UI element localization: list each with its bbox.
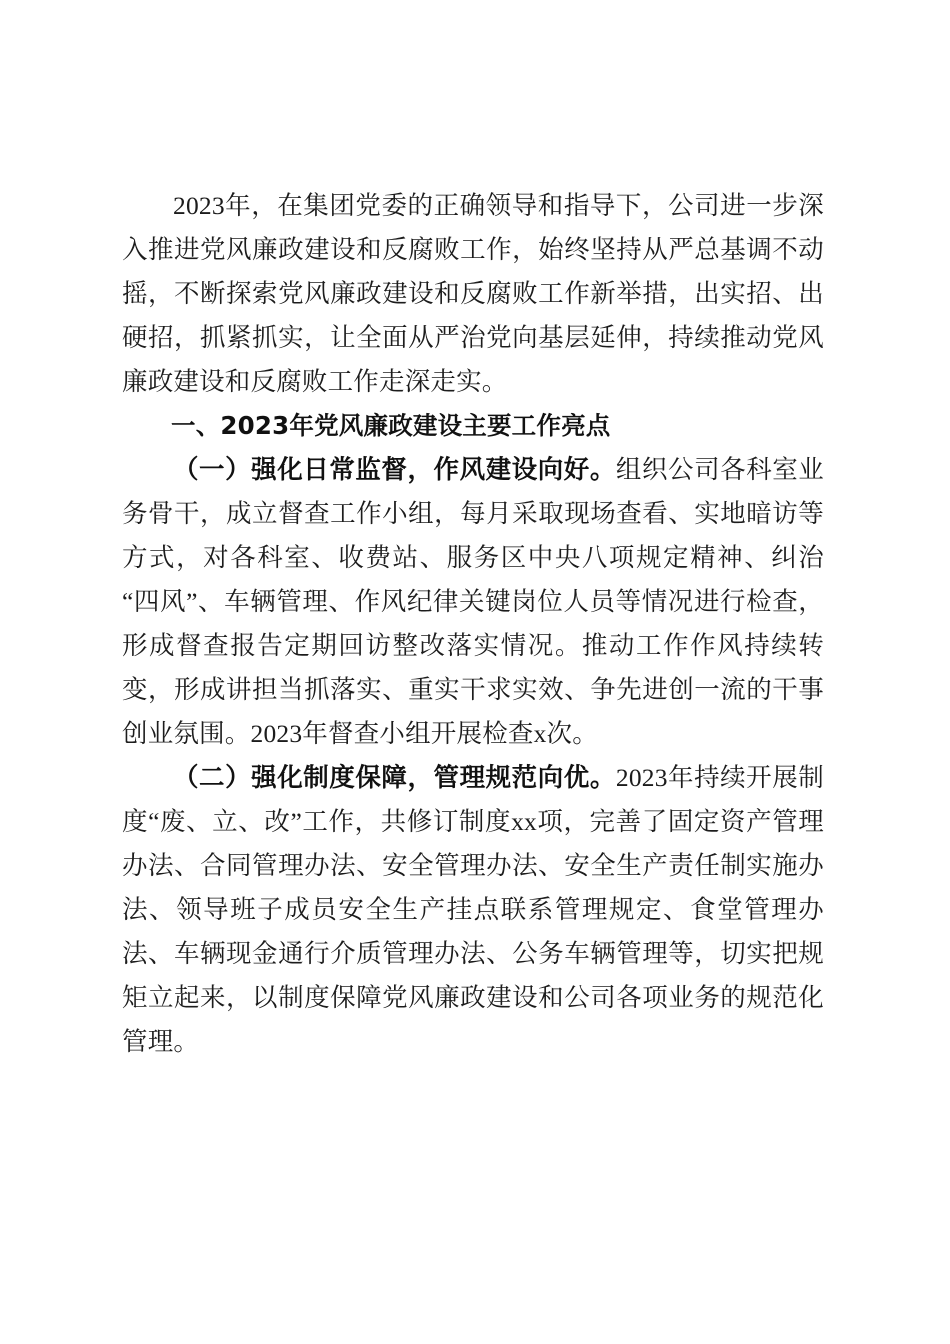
page-title [122,0,824,128]
intro-paragraph: 2023年，在集团党委的正确领导和指导下，公司进一步深入推进党风廉政建设和反腐败工作，始终坚持从严总基调不动摇，不断探索党风廉政建设和反腐败工作新举措，出实招、出硬招，抓紧抓实，让全面从严治党向基层延伸，持续推动党风廉政建设和反腐败工作走深走实。 [122,191,824,396]
section-heading-1: 一、2023年党风廉政建设主要工作亮点 [171,411,611,440]
subsection-paragraph-1 [122,448,824,756]
subsection-paragraph-2 [122,756,824,1064]
title-spacer [122,128,824,184]
subsection-2-body: 2023年持续开展制度“废、立、改”工作，共修订制度xx项，完善了固定资产管理办法、合同管理办法、安全管理办法、安全生产责任制实施办法、领导班子成员安全生产挂点联系管理规定、食堂管理办法、车辆现金通行介质管理办法、公务车辆管理等，切实把规矩立起来，以制度保障党风廉政建设和公司各项业务的规范化管理。 [122,763,824,1056]
subsection-2-lead: （二）强化制度保障，管理规范向优。 [173,763,616,792]
subsection-1-body: 组织公司各科室业务骨干，成立督查工作小组，每月采取现场查看、实地暗访等方式，对各科室、收费站、服务区中央八项规定精神、纠治“四风”、车辆管理、作风纪律关键岗位人员等情况进行检查，形成督查报告定期回访整改落实情况。推动工作作风持续转变，形成讲担当抓落实、重实干求实效、争先进创一流的干事创业氛围。2023年督查小组开展检查x次。 [122,455,824,748]
document-body [122,0,824,1064]
subsection-1-lead: （一）强化日常监督，作风建设向好。 [173,455,616,484]
